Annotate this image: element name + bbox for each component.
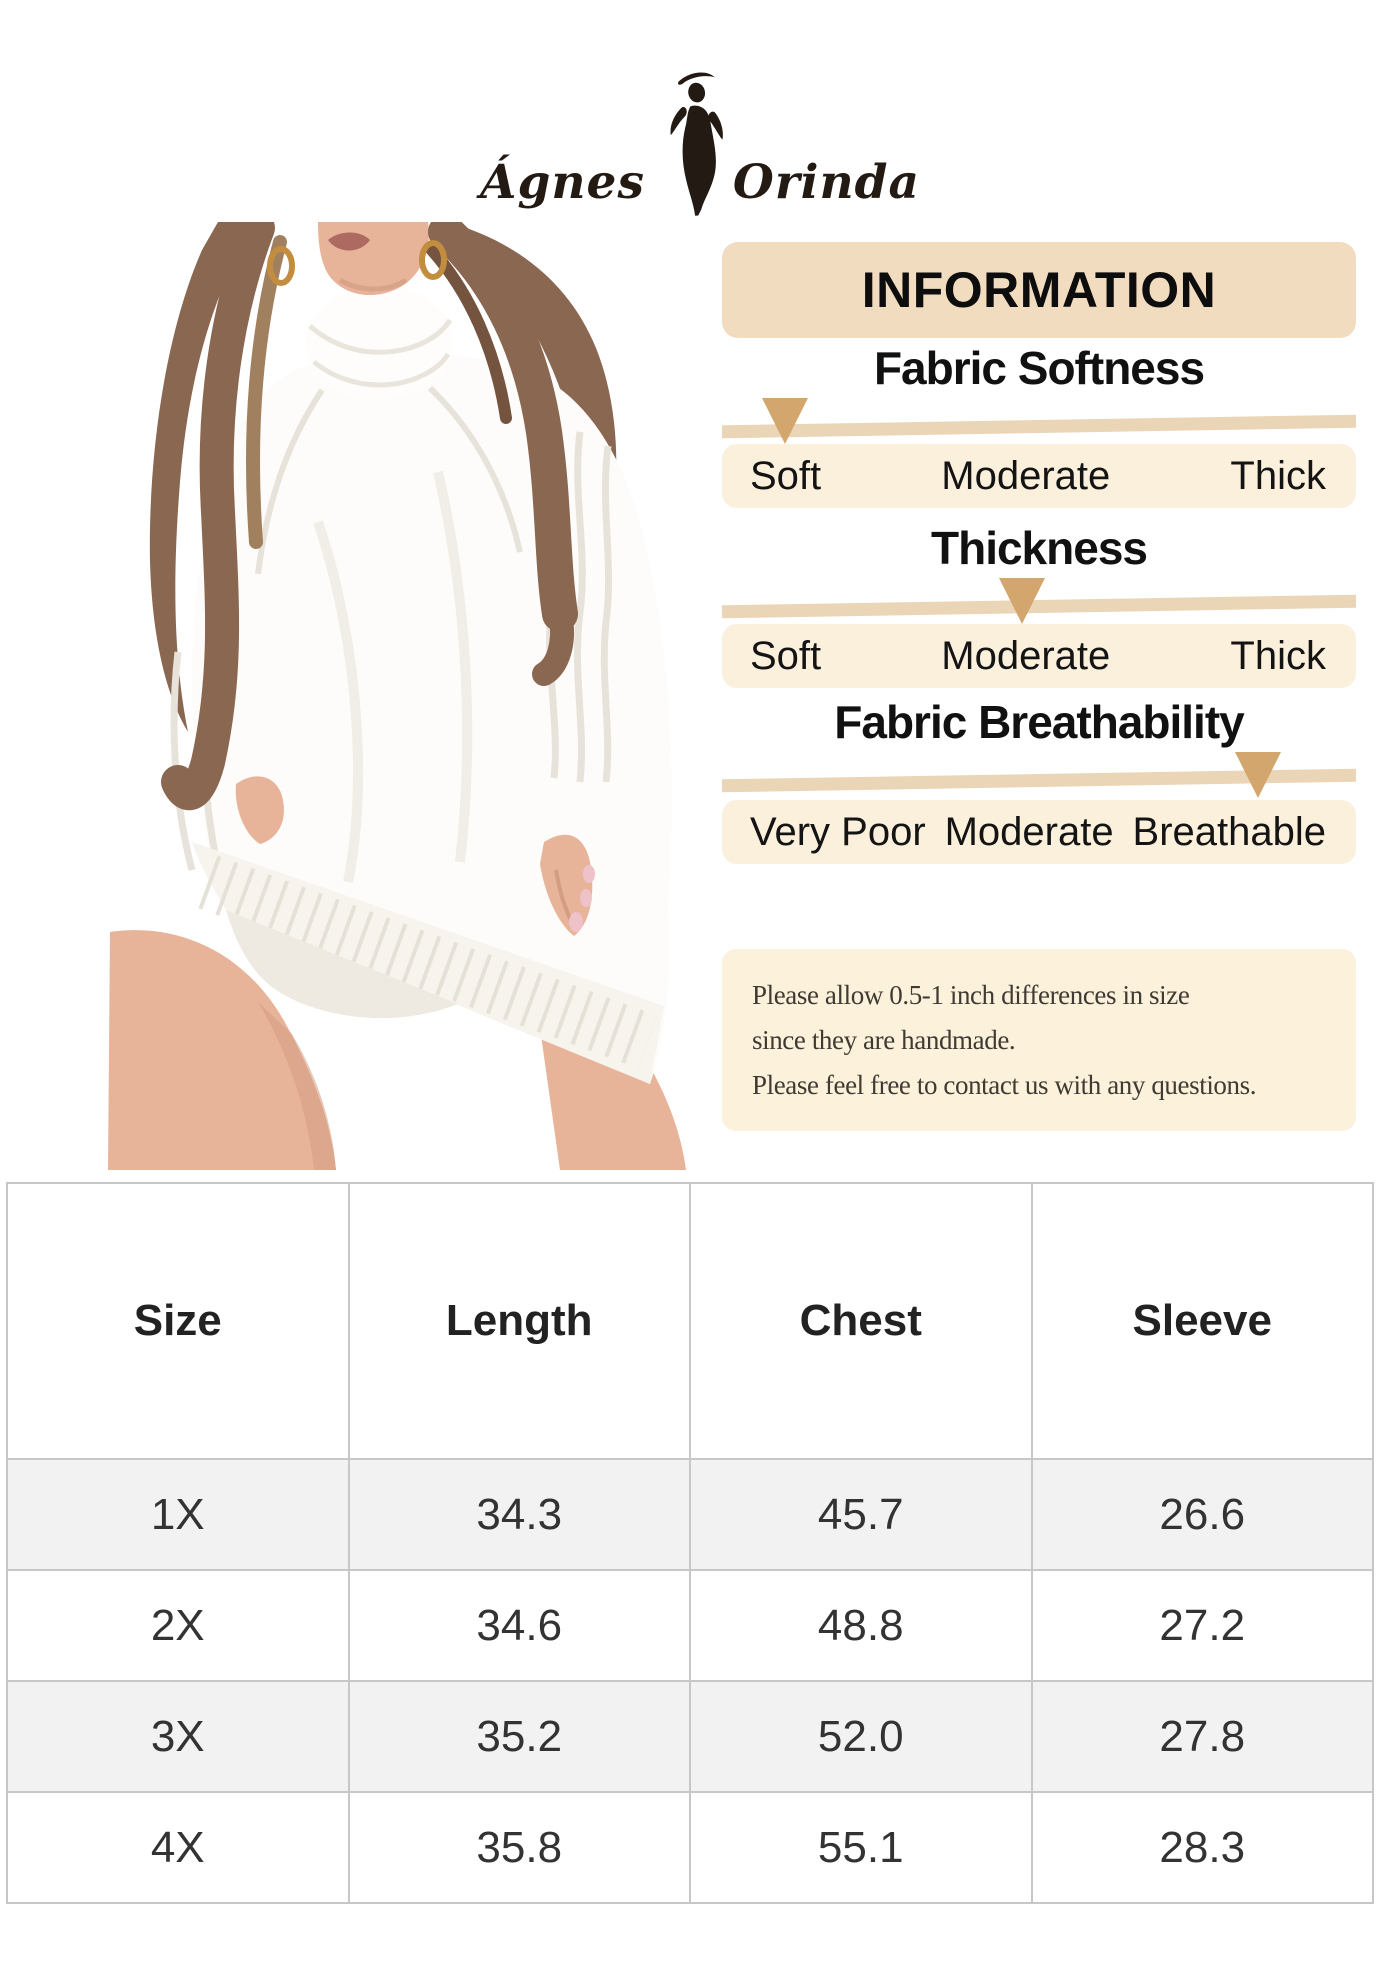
thickness-label-soft: Soft	[750, 633, 822, 678]
table-cell: 27.8	[1032, 1681, 1374, 1792]
table-cell: 48.8	[690, 1570, 1032, 1681]
info-header	[722, 242, 1356, 338]
breathability-label-very-poor: Very Poor	[750, 809, 926, 854]
breathability-label-moderate: Moderate	[944, 809, 1114, 854]
softness-label-soft: Soft	[750, 453, 822, 498]
thickness-heading: Thickness	[931, 522, 1147, 574]
header-row	[7, 1183, 1373, 1459]
breathability-labels	[722, 800, 1356, 864]
table-cell: 35.8	[349, 1792, 691, 1903]
table-cell: 27.2	[1032, 1570, 1374, 1681]
turtleneck-collar	[306, 286, 452, 400]
softness-scale	[722, 396, 1356, 452]
column-header-size: Size	[7, 1183, 349, 1459]
softness-label-thick: Thick	[1230, 453, 1326, 498]
table-cell: 34.6	[349, 1570, 691, 1681]
column-header-length: Length	[349, 1183, 691, 1459]
brand-figure-icon	[651, 70, 727, 220]
breathability-label-breathable: Breathable	[1132, 809, 1326, 854]
thickness-label-moderate: Moderate	[941, 633, 1111, 678]
table-cell: 4X	[7, 1792, 349, 1903]
table-cell: 26.6	[1032, 1459, 1374, 1570]
column-header-sleeve: Sleeve	[1032, 1183, 1374, 1459]
column-header-chest: Chest	[690, 1183, 1032, 1459]
info-title: INFORMATION	[861, 262, 1217, 318]
thickness-label-thick: Thick	[1230, 633, 1326, 678]
table-cell: 1X	[7, 1459, 349, 1570]
note-line: Please feel free to contact us with any questions.	[752, 1070, 1257, 1100]
table-cell: 45.7	[690, 1459, 1032, 1570]
size-table	[6, 1182, 1374, 1904]
breathability-arrow-icon	[1235, 752, 1281, 798]
table-row	[7, 1570, 1373, 1681]
breathability-scale	[722, 750, 1356, 806]
thickness-arrow-icon	[999, 578, 1045, 624]
table-cell: 2X	[7, 1570, 349, 1681]
brand-name-second: Orinda	[732, 155, 920, 210]
softness-labels	[722, 444, 1356, 508]
size-table-header	[7, 1183, 1373, 1459]
table-cell: 3X	[7, 1681, 349, 1792]
product-photo	[108, 222, 708, 1170]
softness-bar	[722, 415, 1356, 439]
note-line: since they are handmade.	[752, 1025, 1016, 1055]
face-chin	[318, 222, 429, 295]
note-box	[722, 949, 1356, 1131]
table-cell: 35.2	[349, 1681, 691, 1792]
thickness-scale	[722, 576, 1356, 632]
table-row	[7, 1459, 1373, 1570]
model-illustration	[108, 222, 708, 1170]
table-row	[7, 1681, 1373, 1792]
softness-arrow-icon	[762, 398, 808, 444]
table-cell: 52.0	[690, 1681, 1032, 1792]
table-row	[7, 1792, 1373, 1903]
note-line: Please allow 0.5-1 inch differences in size	[752, 980, 1190, 1010]
breathability-heading: Fabric Breathability	[834, 696, 1244, 748]
table-cell: 28.3	[1032, 1792, 1374, 1903]
thickness-labels	[722, 624, 1356, 688]
table-cell: 34.3	[349, 1459, 691, 1570]
softness-label-moderate: Moderate	[941, 453, 1111, 498]
table-cell: 55.1	[690, 1792, 1032, 1903]
softness-heading: Fabric Softness	[873, 342, 1205, 394]
size-table-body	[7, 1459, 1373, 1903]
brand-name-first: Ágnes	[480, 155, 645, 210]
